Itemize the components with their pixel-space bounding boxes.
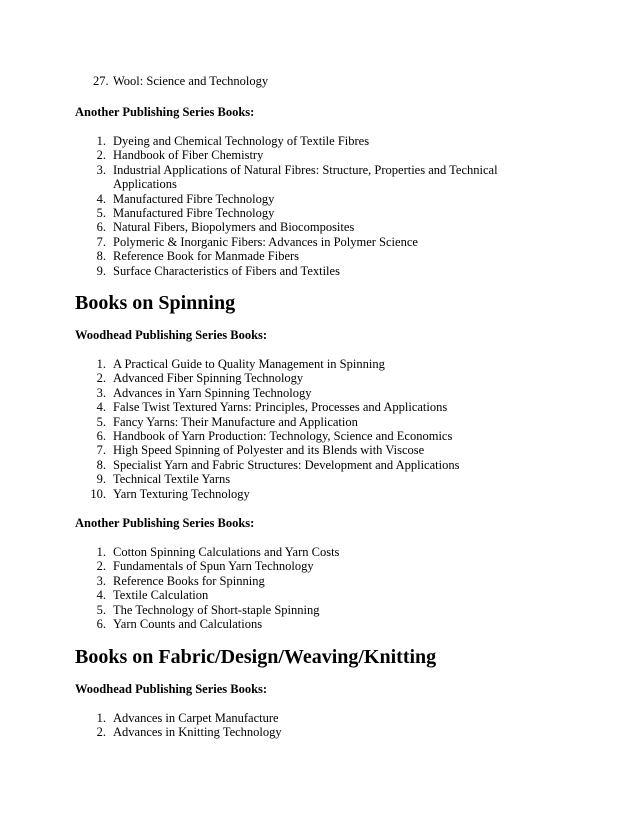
list-item-text: Yarn Texturing Technology: [113, 486, 250, 501]
list-item-number: 1.: [96, 357, 106, 371]
list-item-text: Yarn Counts and Calculations: [113, 616, 263, 631]
list-item-number: 6.: [96, 616, 106, 631]
list-item-text: Specialist Yarn and Fabric Structures: Development and Applications: [113, 457, 460, 472]
fabric-section-heading: Books on Fabric/Design/Weaving/Knitting: [75, 646, 437, 668]
list-item-text: Reference Books for Spinning: [113, 573, 265, 588]
list-item-number: 4.: [96, 400, 106, 415]
list-item-text: Advances in Yarn Spinning Technology: [113, 385, 312, 400]
list-item-number: 7.: [96, 234, 106, 249]
fibres-another-heading: Another Publishing Series Books:: [75, 105, 255, 119]
list-item-text: Cotton Spinning Calculations and Yarn Costs: [113, 545, 340, 559]
list-item-number: 1.: [96, 134, 106, 148]
list-item-text: False Twist Textured Yarns: Principles, Processes and Applications: [113, 400, 448, 415]
list-item-text: Dyeing and Chemical Technology of Textile Fibres: [113, 134, 370, 148]
fabric-woodhead-heading: Woodhead Publishing Series Books:: [75, 682, 268, 696]
list-item-number: 9.: [96, 263, 106, 278]
list-item-text: Fundamentals of Spun Yarn Technology: [113, 559, 314, 574]
list-item-number: 1.: [96, 711, 106, 725]
list-item-number: 4.: [96, 191, 106, 206]
list-item-text: A Practical Guide to Quality Management in Spinning: [113, 357, 385, 371]
list-item-text: Technical Textile Yarns: [113, 472, 231, 487]
list-item-number: 8.: [96, 457, 106, 472]
list-item-number: 2.: [96, 371, 106, 386]
list-item-number: 4.: [96, 588, 106, 603]
list-item-number: 27.: [93, 74, 109, 88]
list-item-number: 1.: [96, 545, 106, 559]
list-item-text: Advances in Knitting Technology: [113, 725, 282, 740]
list-item-text: The Technology of Short-staple Spinning: [113, 602, 320, 617]
list-item-number: 5.: [96, 205, 106, 220]
list-item-number: 3.: [96, 573, 106, 588]
list-item-text: Advanced Fiber Spinning Technology: [113, 371, 304, 386]
list-item-number: 5.: [96, 602, 106, 617]
list-item-number: 5.: [96, 414, 106, 429]
list-item-number: 2.: [96, 559, 106, 574]
spinning-woodhead-heading: Woodhead Publishing Series Books:: [75, 328, 268, 342]
list-item-number: 3.: [96, 385, 106, 400]
list-item-text: Handbook of Fiber Chemistry: [113, 148, 264, 163]
list-item-number: 7.: [96, 443, 106, 458]
list-item-number: 2.: [96, 725, 106, 740]
list-item-text: Manufactured Fibre Technology: [113, 191, 275, 206]
list-item-number: 9.: [96, 472, 106, 487]
list-item-number: 10.: [90, 486, 106, 501]
list-item-text: High Speed Spinning of Polyester and its Blends with Viscose: [113, 443, 425, 458]
list-item-text: Textile Calculation: [113, 588, 209, 603]
list-item-text: Fancy Yarns: Their Manufacture and Application: [113, 414, 358, 429]
list-item-text: Wool: Science and Technology: [113, 74, 269, 88]
list-item-text: Natural Fibers, Biopolymers and Biocomposites: [113, 220, 355, 235]
spinning-section-heading: Books on Spinning: [75, 292, 236, 314]
list-item-text: Advances in Carpet Manufacture: [113, 711, 279, 725]
list-item-number: 6.: [96, 428, 106, 443]
list-item-text: Industrial Applications of Natural Fibres: Structure, Properties and Technical Applications: [113, 162, 498, 192]
list-item-number: 3.: [96, 162, 106, 177]
spinning-another-heading: Another Publishing Series Books:: [75, 516, 255, 530]
list-item-text: Polymeric & Inorganic Fibers: Advances in Polymer Science: [113, 234, 418, 249]
list-item-text: Manufactured Fibre Technology: [113, 205, 275, 220]
list-item-number: 8.: [96, 249, 106, 264]
list-item-text: Handbook of Yarn Production: Technology, Science and Economics: [113, 428, 453, 443]
list-item-number: 2.: [96, 148, 106, 163]
list-item-number: 6.: [96, 220, 106, 235]
list-item-text: Surface Characteristics of Fibers and Textiles: [113, 263, 340, 278]
list-item-text: Reference Book for Manmade Fibers: [113, 249, 300, 264]
